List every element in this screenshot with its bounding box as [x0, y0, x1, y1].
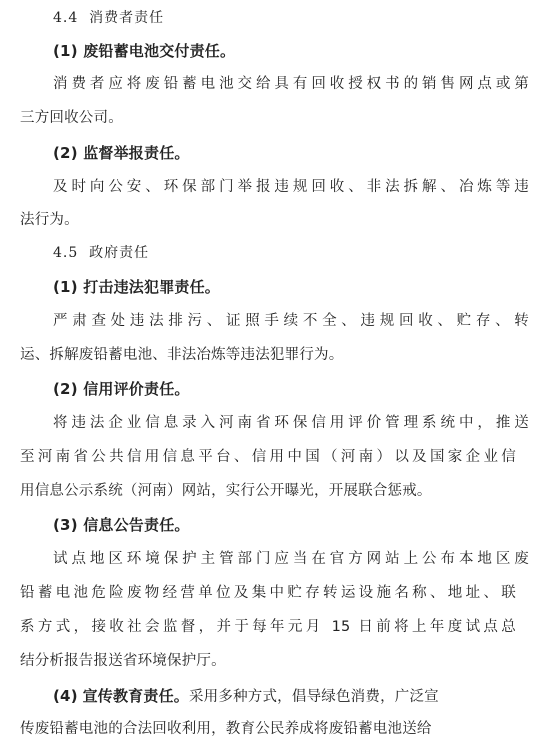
item-label: (4): [53, 687, 78, 705]
paragraph-line: 及时向公安、环保部门举报违规回收、非法拆解、冶炼等违: [53, 179, 529, 195]
item-title: 监督举报责任。: [83, 144, 190, 162]
section-heading-4-4: [0, 3, 536, 33]
paragraph-line: 至河南省公共信用信息平台、信用中国（河南）以及国家企业信: [20, 449, 516, 465]
item-title: 废铅蓄电池交付责任。: [83, 42, 236, 60]
paragraph-line: 结分析报告报送省环境保护厅。: [20, 653, 226, 669]
paragraph-line: 消费者应将废铅蓄电池交给具有回收授权书的销售网点或第: [53, 76, 529, 92]
item-heading-with-body: [0, 681, 536, 711]
item-title: 信息公告责任。: [83, 516, 190, 534]
item-heading: [0, 36, 536, 66]
paragraph-line: 运、拆解废铅蓄电池、非法冶炼等违法犯罪行为。: [20, 347, 344, 363]
section-title: 政府责任: [89, 245, 150, 261]
item-heading: [0, 138, 536, 168]
paragraph-line: 将违法企业信息录入河南省环保信用评价管理系统中，推送: [53, 415, 529, 431]
paragraph-line: 传废铅蓄电池的合法回收利用，教育公民养成将废铅蓄电池送给: [20, 721, 432, 737]
item-inline-body: 采用多种方式，倡导绿色消费，广泛宣: [188, 689, 439, 705]
paragraph-line: 用信息公示系统（河南）网站，实行公开曝光，开展联合惩戒。: [20, 483, 432, 499]
item-label: (3): [53, 516, 78, 534]
item-title: 宣传教育责任。: [82, 687, 189, 705]
paragraph-line: 法行为。: [20, 212, 79, 228]
item-title: 信用评价责任。: [83, 380, 190, 398]
paragraph-line: 三方回收公司。: [20, 110, 123, 126]
paragraph-line: 试点地区环境保护主管部门应当在官方网站上公布本地区废: [53, 551, 529, 567]
section-heading-4-5: [0, 238, 536, 268]
item-label: (1): [53, 278, 78, 296]
item-label: (2): [53, 144, 78, 162]
paragraph-line: 系方式，接收社会监督，并于每年元月 15 日前将上年度试点总: [20, 619, 516, 635]
item-label: (2): [53, 380, 78, 398]
item-label: (1): [53, 42, 78, 60]
item-heading: [0, 374, 536, 404]
item-heading: [0, 272, 536, 302]
item-heading: [0, 510, 536, 540]
item-title: 打击违法犯罪责任。: [83, 278, 220, 296]
section-title: 消费者责任: [89, 10, 165, 26]
paragraph-line: 严肃查处违法排污、证照手续不全、违规回收、贮存、转: [53, 313, 529, 329]
section-number: 4.5: [53, 245, 79, 261]
paragraph-line: 铅蓄电池危险废物经营单位及集中贮存转运设施名称、地址、联: [20, 585, 516, 601]
section-number: 4.4: [53, 10, 79, 26]
